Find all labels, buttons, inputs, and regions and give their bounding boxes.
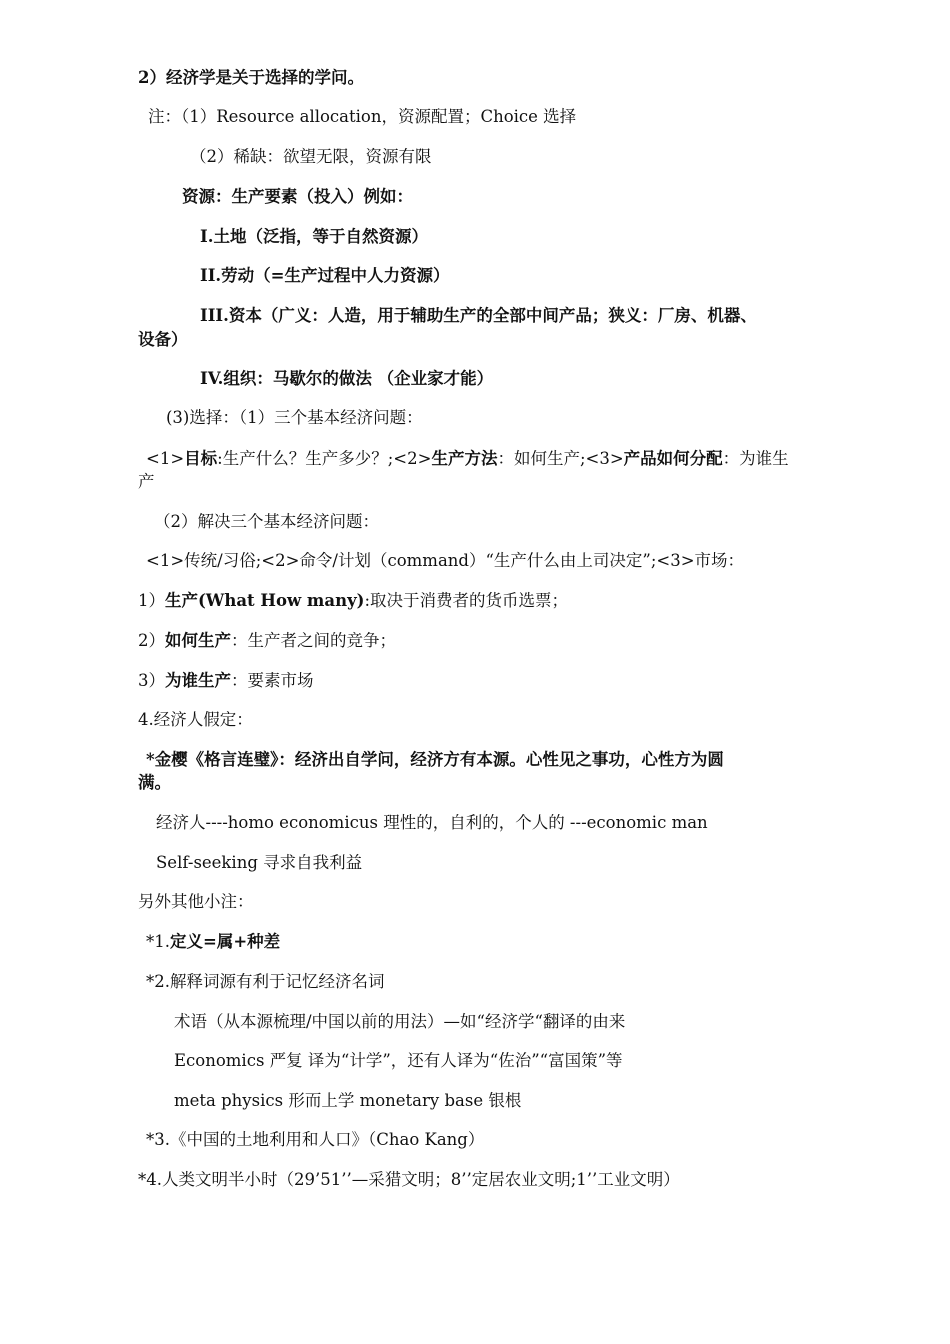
other-notes-heading: 另外其他小注： [138, 892, 254, 911]
factor-capital: III.资本（广义：人造，用于辅助生产的全部中间产品；狭义：厂房、机器、 [200, 306, 757, 325]
note-civilization: *4.人类文明半小时（29’51’’—采猎文明；8’’定居农业文明;1’’工业文明） [138, 1170, 680, 1189]
solutions-list: <1>传统/习俗;<2>命令/计划（command）“生产什么由上司决定”;<3>市场： [146, 551, 745, 570]
note-metaphysics: meta physics 形而上学 monetary base 银根 [174, 1091, 522, 1110]
note-scarcity: （2）稀缺：欲望无限，资源有限 [190, 147, 432, 166]
note-resource-allocation: 注：（1）Resource allocation，资源配置；Choice 选择 [148, 107, 577, 126]
q-text-3: ：为谁生 [722, 449, 789, 468]
market-whom-text: ：要素市场 [231, 671, 314, 690]
resources-heading: 资源：生产要素（投入）例如： [182, 187, 413, 206]
solve-problems: （2）解决三个基本经济问题： [154, 512, 379, 531]
factor-capital-cont: 设备） [138, 330, 188, 349]
note-land-population: *3.《中国的土地利用和人口》（Chao Kang） [146, 1130, 485, 1149]
q-method: 生产方法 [431, 449, 498, 468]
factor-organization: IV.组织：马歇尔的做法 （企业家才能） [200, 369, 494, 388]
item-num-1: 1） [138, 591, 165, 610]
choice-three-problems: (3)选择：（1）三个基本经济问题： [166, 408, 423, 427]
q-text-2: ：如何生产;<3> [497, 449, 624, 468]
quote-jinying-cont: 满。 [138, 773, 171, 792]
self-seeking: Self-seeking 寻求自我利益 [156, 853, 363, 872]
market-how-label: 如何生产 [165, 631, 231, 650]
market-how-text: ：生产者之间的竞争； [231, 631, 396, 650]
factor-land: I.土地（泛指，等于自然资源） [200, 227, 428, 246]
market-what [138, 591, 568, 611]
three-questions-cont: 产 [138, 472, 155, 491]
item-num-3: 3） [138, 671, 165, 690]
market-whom-label: 为谁生产 [165, 671, 231, 690]
q-text-1: :生产什么？生产多少？;<2> [217, 449, 432, 468]
note-etymology: *2.解释词源有利于记忆经济名词 [146, 972, 385, 991]
economic-man-heading: 4.经济人假定： [138, 710, 253, 729]
note-definition-text: 定义=属+种差 [170, 932, 281, 951]
market-what-text: :取决于消费者的货币选票； [364, 591, 569, 610]
market-how [138, 631, 396, 651]
factor-labor: II.劳动（=生产过程中人力资源） [200, 266, 450, 285]
market-what-label: 生产(What How many) [165, 591, 365, 610]
quote-jinying: *金樱《格言连璧》：经济出自学问，经济方有本源。心性见之事功，心性方为圆 [146, 750, 724, 769]
market-whom [138, 671, 314, 691]
item-num-2: 2） [138, 631, 165, 650]
heading-economics-choice: 2）经济学是关于选择的学问。 [138, 68, 364, 87]
homo-economicus: 经济人----homo economicus 理性的，自利的，个人的 ---economic man [156, 813, 708, 832]
note-economics-translation: Economics 严复 译为“计学”，还有人译为“佐治”“富国策”等 [174, 1051, 623, 1070]
note-definition [146, 932, 280, 952]
three-questions-line [146, 449, 789, 469]
q-distribution: 产品如何分配 [623, 449, 723, 468]
q-goal: 目标 [184, 449, 218, 468]
q-prefix-1: <1> [146, 449, 185, 468]
note-num-1: *1. [146, 932, 170, 951]
note-terminology: 术语（从本源梳理/中国以前的用法）—如“经济学“翻译的由来 [174, 1012, 626, 1031]
